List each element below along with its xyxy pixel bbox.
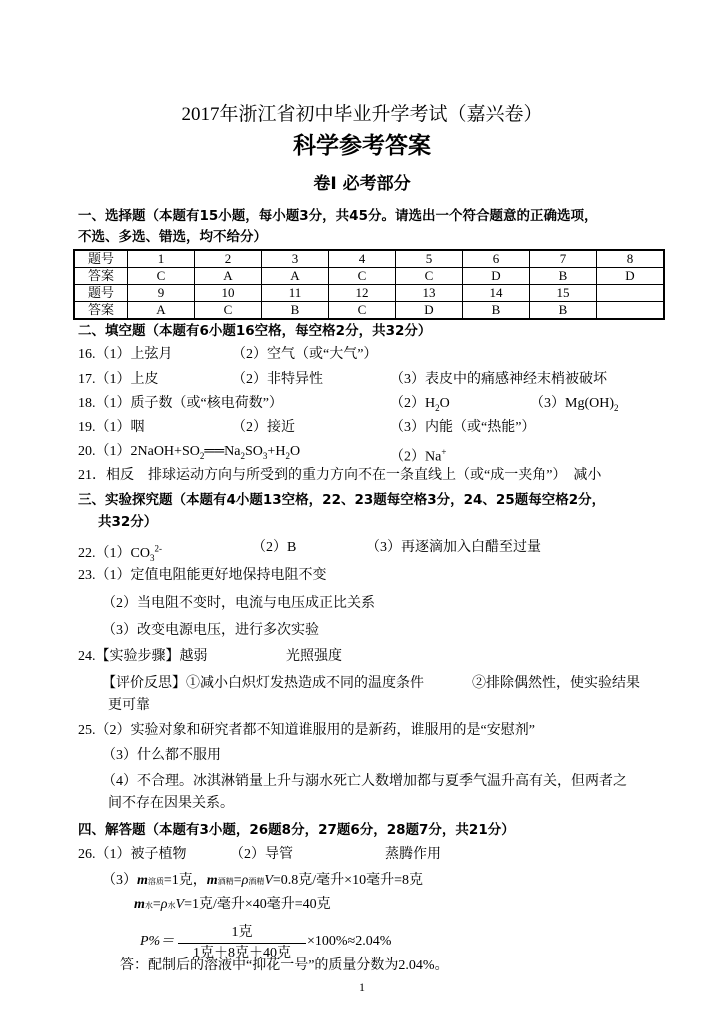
q26	[78, 846, 441, 864]
section1-heading-cont: 不选、多选、错选，均不给分）	[78, 229, 267, 245]
table-cell: 15	[530, 285, 597, 302]
section1-heading: 一、选择题（本题有15小题，每小题3分，共45分。请选出一个符合题意的正确选项，	[78, 208, 598, 224]
q23-ans3: （3）改变电源电压，进行多次实验	[102, 623, 319, 638]
part-heading: 卷Ⅰ 必考部分	[313, 174, 411, 194]
table-row	[74, 285, 664, 302]
table-cell: 3	[262, 250, 329, 268]
fraction-numerator: 1克	[178, 923, 306, 944]
table-cell: 7	[530, 250, 597, 268]
q26-ans1: 26.（1）被子植物	[78, 847, 187, 862]
q21: 21．相反 排球运动方向与所受到的重力方向不在一条直线上（或“成一夹角”） 减小	[78, 468, 602, 483]
table-cell: B	[530, 268, 597, 285]
q25-ans2: 25.（2）实验对象和研究者都不知道谁服用的是新药，谁服用的是“安慰剂”	[78, 723, 535, 738]
q22-ans1: $22.(1)CO_3^{2-}$	[78, 543, 162, 563]
q24	[78, 648, 342, 666]
q23-ans1: 23.（1）定值电阻能更好地保持电阻不变	[78, 568, 327, 583]
q16-ans1: 16.（1）上弦月	[78, 347, 173, 362]
q22-ans3: （3）再逐滴加入白醋至过量	[366, 540, 541, 555]
doc-title: 2017年浙江省初中毕业升学考试（嘉兴卷）	[181, 104, 543, 125]
table-row	[74, 302, 664, 320]
formula-result: ×100%≈2.04%	[307, 934, 392, 949]
row-header: 答案	[74, 302, 128, 320]
table-cell: 5	[396, 250, 463, 268]
q25-ans4: （4）不合理。冰淇淋销量上升与溺水死亡人数增加都与夏季气温升高有关，但两者之	[102, 774, 627, 789]
q23-ans2: （2）当电阻不变时，电流与电压成正比关系	[102, 596, 375, 611]
q26-ans3: 蒸腾作用	[385, 847, 441, 862]
table-row	[74, 268, 664, 285]
formula-label: P%＝	[140, 934, 175, 949]
table-cell: C	[329, 268, 396, 285]
q24-reflection-cont: 更可靠	[108, 698, 150, 713]
table-cell	[597, 285, 665, 302]
q20-ans2: （2）Na+	[390, 447, 447, 465]
q19-ans2: （2）接近	[232, 420, 295, 435]
table-cell	[597, 302, 665, 320]
section4-heading: 四、解答题（本题有3小题，26题8分，27题6分，28题7分，共21分）	[78, 822, 515, 838]
table-cell: 1	[128, 250, 195, 268]
row-header: 题号	[74, 250, 128, 268]
table-cell: D	[597, 268, 665, 285]
table-cell: B	[463, 302, 530, 320]
table-cell: C	[128, 268, 195, 285]
q25-ans3: （3）什么都不服用	[102, 748, 221, 763]
row-header: 题号	[74, 285, 128, 302]
table-cell: D	[396, 302, 463, 320]
q17	[78, 371, 607, 389]
q18-ans2: $(2)H_2O$	[390, 396, 450, 413]
table-cell: C	[329, 302, 396, 320]
q18-ans1: 18.（1）质子数（或“核电荷数”）	[78, 396, 283, 411]
table-cell: 6	[463, 250, 530, 268]
q25-ans4-cont: 间不存在因果关系。	[108, 796, 234, 811]
table-cell: 14	[463, 285, 530, 302]
q17-ans3: （3）表皮中的痛感神经末梢被破坏	[390, 372, 607, 387]
table-row	[74, 250, 664, 268]
table-cell: A	[128, 302, 195, 320]
doc-subtitle: 科学参考答案	[293, 133, 431, 159]
table-cell: 12	[329, 285, 396, 302]
q24-reflection: 【评价反思】①减小白炽灯发热造成不同的温度条件 ②排除偶然性，使实验结果	[102, 676, 640, 691]
table-cell: 10	[195, 285, 262, 302]
q18-ans3: $(3)Mg(OH)_2$	[530, 396, 619, 413]
q24-factor: 光照强度	[286, 649, 342, 664]
q16-ans2: （2）空气（或“大气”）	[232, 347, 378, 362]
table-cell: C	[195, 302, 262, 320]
q26-ans2: （2）导管	[230, 847, 293, 862]
table-cell: A	[195, 268, 262, 285]
fraction-denominator: 1克＋8克＋40克	[193, 946, 291, 961]
table-cell: C	[396, 268, 463, 285]
q16	[78, 346, 378, 364]
q19	[78, 419, 536, 437]
q24-step: 24.【实验步骤】越弱	[78, 649, 208, 664]
table-cell: 2	[195, 250, 262, 268]
table-cell: B	[530, 302, 597, 320]
table-cell: 9	[128, 285, 195, 302]
table-cell: D	[463, 268, 530, 285]
q17-ans2: （2）非特异性	[232, 372, 323, 387]
q18	[78, 395, 619, 413]
answer-table	[73, 249, 665, 320]
q17-ans1: 17.（1）上皮	[78, 372, 159, 387]
q26-calc-line2: m水=ρ水V=1克/毫升×40毫升=40克	[134, 897, 331, 912]
table-cell: 11	[262, 285, 329, 302]
q22	[78, 539, 541, 566]
table-cell: 13	[396, 285, 463, 302]
table-cell: 4	[329, 250, 396, 268]
q19-ans1: 19.（1）咽	[78, 420, 145, 435]
section3-heading-cont: 共32分）	[98, 514, 158, 530]
section2-heading: 二、填空题（本题有6小题16空格，每空格2分，共32分）	[78, 323, 432, 339]
table-cell: 8	[597, 250, 665, 268]
page-number: 1	[359, 980, 365, 994]
row-header: 答案	[74, 268, 128, 285]
section3-heading: 三、实验探究题（本题有4小题13空格，22、23题每空格3分，24、25题每空格2分，	[78, 492, 606, 508]
q22-ans2: （2）B	[252, 540, 297, 555]
q26-answer: 答：配制后的溶液中“抑花一号”的质量分数为2.04%。	[120, 958, 449, 973]
q20	[78, 443, 447, 465]
q19-ans3: （3）内能（或“热能”）	[390, 420, 536, 435]
q26-calc-line1: （3）m溶质=1克，m酒精=ρ酒精V=0.8克/毫升×10毫升=8克	[102, 873, 423, 888]
table-cell: B	[262, 302, 329, 320]
table-cell: A	[262, 268, 329, 285]
q20-ans1: $20.(1)2NaOH+SO_2══Na_2SO_3+H_2O$	[78, 444, 301, 461]
